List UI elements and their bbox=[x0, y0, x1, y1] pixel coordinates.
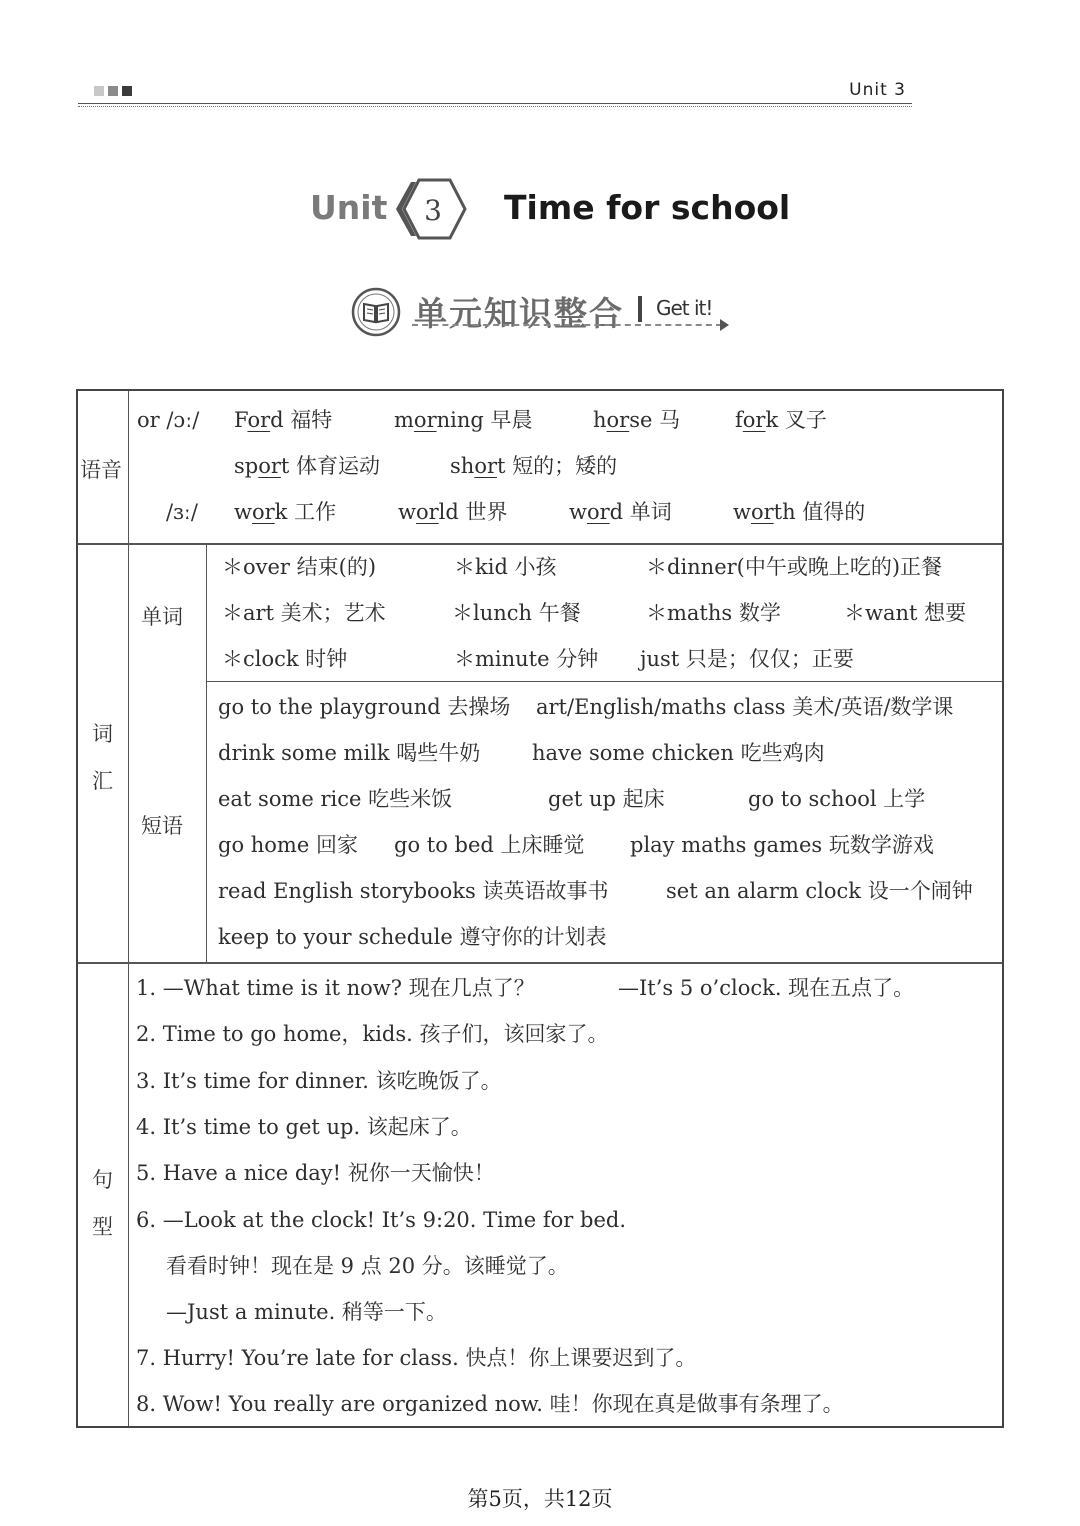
phrase-item: art/English/maths class 美术/英语/数学课 bbox=[536, 695, 954, 719]
word-item: ＊want 想要 bbox=[844, 601, 967, 625]
row-divider bbox=[78, 543, 1002, 545]
knowledge-table bbox=[76, 389, 1004, 1428]
category-vocab-2: 汇 bbox=[92, 769, 113, 793]
category-sentence-2: 型 bbox=[92, 1215, 113, 1239]
phrase-item: go home 回家 bbox=[218, 833, 358, 857]
unit-number-badge bbox=[392, 176, 472, 242]
sentence-line: 7. Hurry! You’re late for class. 快点！你上课要迟到了。 bbox=[136, 1346, 697, 1370]
row-divider bbox=[206, 681, 1002, 682]
unit-title-row bbox=[0, 176, 1080, 242]
phrase-item: drink some milk 喝些牛奶 bbox=[218, 741, 481, 765]
column-divider bbox=[206, 543, 207, 962]
pron-word: worth 值得的 bbox=[733, 500, 866, 524]
phrase-item: get up 起床 bbox=[548, 787, 665, 811]
page-footer: 第5页，共12页 bbox=[467, 1487, 613, 1511]
pron-word: horse 马 bbox=[593, 408, 681, 432]
section-subtitle: Get it! bbox=[656, 296, 713, 320]
arrow-icon bbox=[720, 319, 729, 331]
pron-word: fork 叉子 bbox=[735, 408, 827, 432]
word-item: ＊kid 小孩 bbox=[454, 555, 557, 579]
word-item: ＊lunch 午餐 bbox=[452, 601, 581, 625]
book-icon bbox=[350, 286, 402, 338]
sentence-line: 3. It’s time for dinner. 该吃晚饭了。 bbox=[136, 1069, 502, 1093]
section-title: 单元知识整合 bbox=[414, 294, 624, 333]
word-item: ＊maths 数学 bbox=[646, 601, 781, 625]
sentence-line: 1. —What time is it now? 现在几点了？ bbox=[136, 976, 535, 1000]
section-dashed-line bbox=[412, 324, 722, 326]
section-heading bbox=[350, 284, 770, 340]
header-squares bbox=[94, 86, 132, 96]
phrase-item: play maths games 玩数学游戏 bbox=[630, 833, 934, 857]
column-divider bbox=[128, 391, 129, 1426]
category-vocab-1: 词 bbox=[92, 722, 113, 746]
header-unit-label: Unit 3 bbox=[849, 80, 906, 100]
sentence-line: 4. It’s time to get up. 该起床了。 bbox=[136, 1115, 472, 1139]
category-sentence-1: 句 bbox=[92, 1168, 113, 1192]
sentence-line: 8. Wow! You really are organized now. 哇！你现在真是做事有条理了。 bbox=[136, 1392, 844, 1416]
sound-er: /ɜː/ bbox=[166, 500, 198, 524]
word-item: ＊dinner(中午或晚上吃的)正餐 bbox=[646, 555, 943, 579]
sentence-line: 6. —Look at the clock! It’s 9:20. Time for bed. bbox=[136, 1208, 626, 1232]
pron-word: work 工作 bbox=[234, 500, 337, 524]
word-item: just 只是；仅仅；正要 bbox=[640, 647, 854, 671]
sentence-line: —Just a minute. 稍等一下。 bbox=[166, 1300, 447, 1324]
section-divider bbox=[638, 296, 642, 322]
phrase-item: go to the playground 去操场 bbox=[218, 695, 511, 719]
sentence-line: 看看时钟！现在是 9 点 20 分。该睡觉了。 bbox=[166, 1254, 569, 1278]
word-item: ＊clock 时钟 bbox=[222, 647, 348, 671]
phrase-item: go to school 上学 bbox=[748, 787, 926, 811]
pron-word: morning 早晨 bbox=[394, 408, 533, 432]
sound-or: or /ɔː/ bbox=[137, 408, 200, 432]
word-item: ＊over 结束(的) bbox=[222, 555, 377, 579]
header-rule-dotted bbox=[78, 106, 912, 107]
unit-title: Time for school bbox=[504, 188, 791, 227]
pron-word: word 单词 bbox=[569, 500, 672, 524]
unit-word: Unit bbox=[310, 188, 388, 227]
phrase-item: set an alarm clock 设一个闹钟 bbox=[666, 879, 973, 903]
pron-word: short 短的；矮的 bbox=[450, 454, 618, 478]
phrase-item: keep to your schedule 遵守你的计划表 bbox=[218, 925, 607, 949]
header-rule bbox=[78, 103, 912, 104]
sentence-line: —It’s 5 o’clock. 现在五点了。 bbox=[618, 976, 915, 1000]
word-item: ＊minute 分钟 bbox=[454, 647, 599, 671]
phrase-item: eat some rice 吃些米饭 bbox=[218, 787, 453, 811]
pron-word: Ford 福特 bbox=[234, 408, 333, 432]
pron-word: sport 体育运动 bbox=[234, 454, 381, 478]
unit-number: 3 bbox=[424, 194, 442, 227]
word-item: ＊art 美术；艺术 bbox=[222, 601, 386, 625]
phrase-item: go to bed 上床睡觉 bbox=[394, 833, 585, 857]
sentence-line: 5. Have a nice day! 祝你一天愉快！ bbox=[136, 1161, 495, 1185]
row-divider bbox=[78, 962, 1002, 964]
category-words: 单词 bbox=[141, 605, 183, 629]
phrase-item: read English storybooks 读英语故事书 bbox=[218, 879, 609, 903]
category-phrases: 短语 bbox=[141, 814, 183, 838]
category-pronunciation: 语音 bbox=[80, 458, 122, 482]
sentence-line: 2. Time to go home，kids. 孩子们，该回家了。 bbox=[136, 1022, 609, 1046]
phrase-item: have some chicken 吃些鸡肉 bbox=[532, 741, 825, 765]
pron-word: world 世界 bbox=[398, 500, 508, 524]
